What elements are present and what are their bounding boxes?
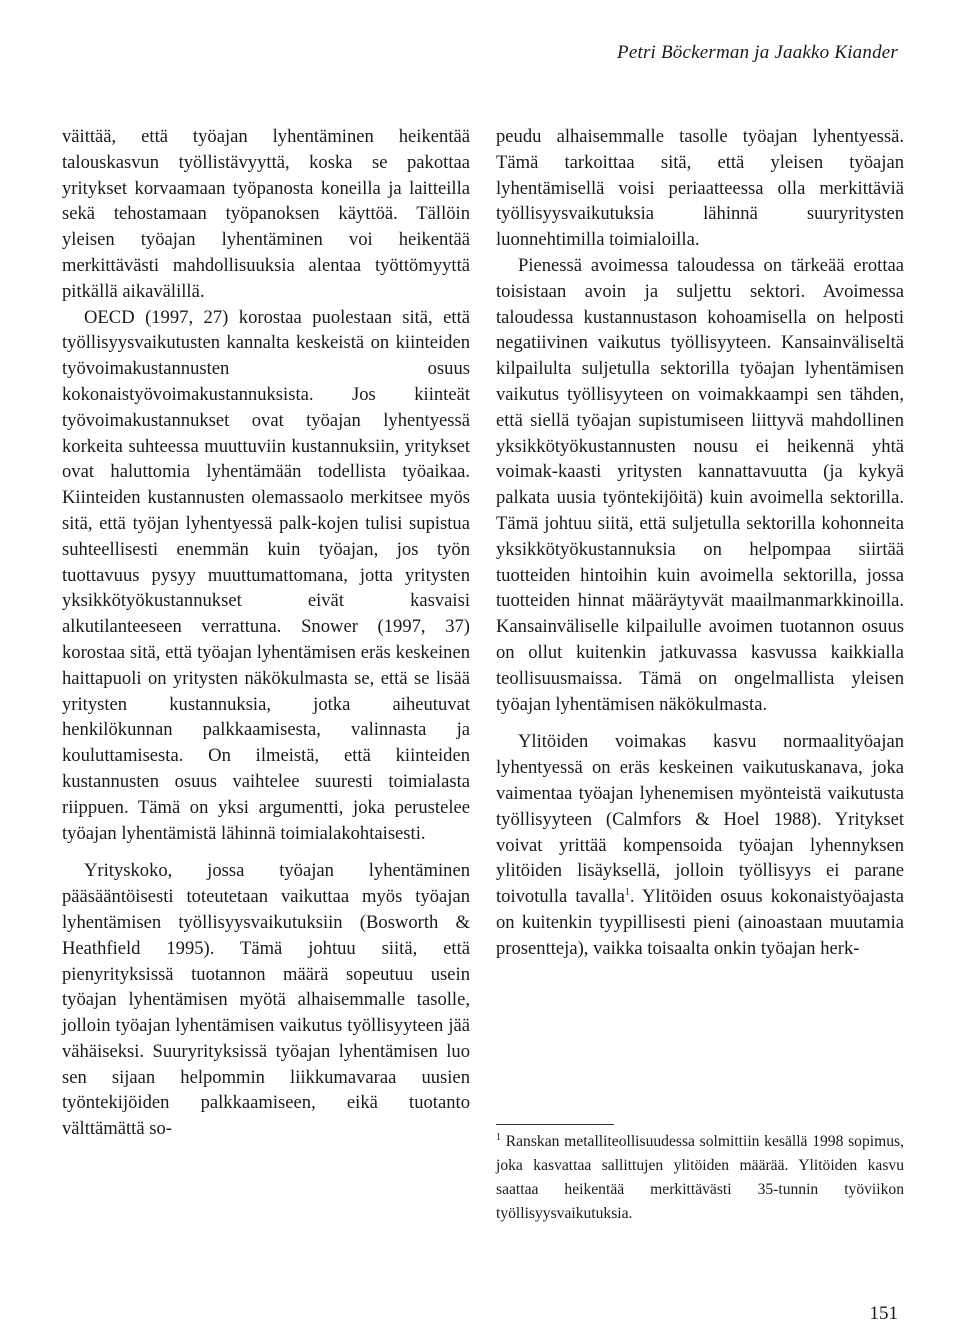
- paragraph: OECD (1997, 27) korostaa puolestaan sitä, että työllisyysvaikutusten kannalta keskeistä on kiinteiden työvoimakustannusten osuus kokonaistyövoimakustannuksista. Jos kiinteät työvoimakustannukset ovat työajan lyhentyessä korkeita suhteessa muuttuviin kustannuksiin, yritykset ovat haluttomia lyhentämään todellista työaikaa. Kiinteiden kustannusten olemassaolo merkitsee myös sitä, että työjan lyhentyessä palk-kojen tulisi supistua suhteellisesti enemmän kuin työajan, jos työn tuottavuus pysyy muuttumattomana, jotta yritysten yksikkötyökustannukset eivät kasvaisi alkutilanteeseen verrattuna. Snower (1997, 37) korostaa sitä, että työajan lyhentämisen eräs keskeinen haittapuoli on yritysten näkökulmasta se, että se lisää yritysten kustannuksia, jotka aiheutuvat henkilökunnan palkkaamisesta, valinnasta ja kouluttamisesta. On ilmeistä, että kiinteiden kustannusten osuus vaihtelee suuresti toimialasta riippuen. Tämä on yksi argumentti, joka perustelee työajan lyhentämistä lähinnä toimialakohtaisesti.: [62, 306, 470, 844]
- paragraph: väittää, että työajan lyhentäminen heikentää talouskasvun työllistävyyttä, koska se pakottaa yritykset korvaamaan työpanosta koneilla ja laitteilla sekä tehostamaan työpanoksen käyttöä. Tällöin yleisen työajan lyhentäminen voi heikentää merkittävästi mahdollisuuksia alentaa työttömyyttä pitkällä aikavälillä.: [62, 126, 470, 302]
- paragraph-text: Ylitöiden voimakas kasvu normaalityöajan lyhentyessä on eräs keskeinen vaikutuskanava, joka vaimentaa työajan lyhenemisen myönteistä vaikutusta työllisyyteen (Calmfors & Hoel 1988). Yritykset voivat yrittää kompensoida työajan lyhennyksen ylitöiden lisäyksellä, jolloin työllisyys ei parane toivotulla tavalla: [496, 731, 904, 908]
- footnote-mark: 1: [496, 1131, 501, 1143]
- footnote: [496, 1130, 904, 1226]
- footnote-text: Ranskan metalliteollisuudessa solmittiin kesällä 1998 sopimus, joka kasvattaa sallittujen ylitöiden määrää. Ylitöiden kasvu saattaa heikentää merkittävästi 35-tunnin työviikon työllisyysvaikutuksia.: [496, 1133, 905, 1222]
- paragraph: [496, 729, 904, 961]
- paragraph: Pienessä avoimessa taloudessa on tärkeää erottaa toisistaan avoin ja suljettu sektori. Avoimessa taloudessa kustannustason kohoamisella on helposti negatiivinen vaikutus työllisyyteen. Kansainväliseltä kilpailulta suljetulla sektorilla työajan lyhentämisen vaikutus työllisyyteen on voimakkaampi sen tähden, että siellä työajan supistumiseen liittyvä mahdollinen yksikkötyökustannusten nousu ei heikennä yhtä voimak-kaasti yritysten kannattavuutta (ja kykyä palkata uusia työntekijöitä) kuin avoimella sektorilla. Tämä johtuu siitä, että suljetulla sektorilla kohonneita yksikkötyökustannuksia on helpompaa siirtää tuotteiden hintoihin kuin avoimella sektorilla, jossa tuotteiden hinnat määräytyvät maailmanmarkkinoilla. Kansainväliselle kilpailulle avoimen tuotannon osuus on ollut kuitenkin jatkuvassa kasvussa kaikkialla teollisuusmaissa. Tämä on ongelmallista yleisen työajan lyhentämisen näkökulmasta.: [496, 254, 904, 715]
- footnote-reference[interactable]: 1: [624, 886, 630, 898]
- left-column: [62, 124, 470, 1142]
- paragraph-text-continued: . Ylitöiden osuus kokonaistyöajasta on kuitenkin tyypillisesti pieni (ainoastaan muutamia prosentteja), vaikka toisaalta onkin työajan herk-: [496, 886, 904, 959]
- paragraph: peudu alhaisemmalle tasolle työajan lyhentyessä. Tämä tarkoittaa sitä, että yleisen työajan lyhentämisellä voisi periaatteessa olla merkittäviä työllisyysvaikutuksia lähinnä suuryritysten luonnehtimilla toimialoilla.: [496, 126, 904, 251]
- right-column: [496, 124, 904, 962]
- paragraph: Yrityskoko, jossa työajan lyhentäminen pääsääntöisesti toteutetaan vaikuttaa myös työajan lyhentämisen työllisyysvaikutuksiin (Bosworth & Heathfield 1995). Tämä johtuu siitä, että pienyrityksissä tuotannon määrä sopeutuu usein työajan lyhentämisen myötä alhaisemmalle tasolle, jolloin työajan lyhentämisen vaikutus työllisyyteen jää vähäiseksi. Suuryrityksissä työajan lyhentämisen luo sen sijaan helpommin liikkumavaraa uusien työntekijöiden palkkaamiseen, eikä tuotanto välttämättä so-: [62, 860, 470, 1140]
- running-header: Petri Böckerman ja Jaakko Kiander: [617, 42, 898, 63]
- page-number: 151: [869, 1303, 898, 1324]
